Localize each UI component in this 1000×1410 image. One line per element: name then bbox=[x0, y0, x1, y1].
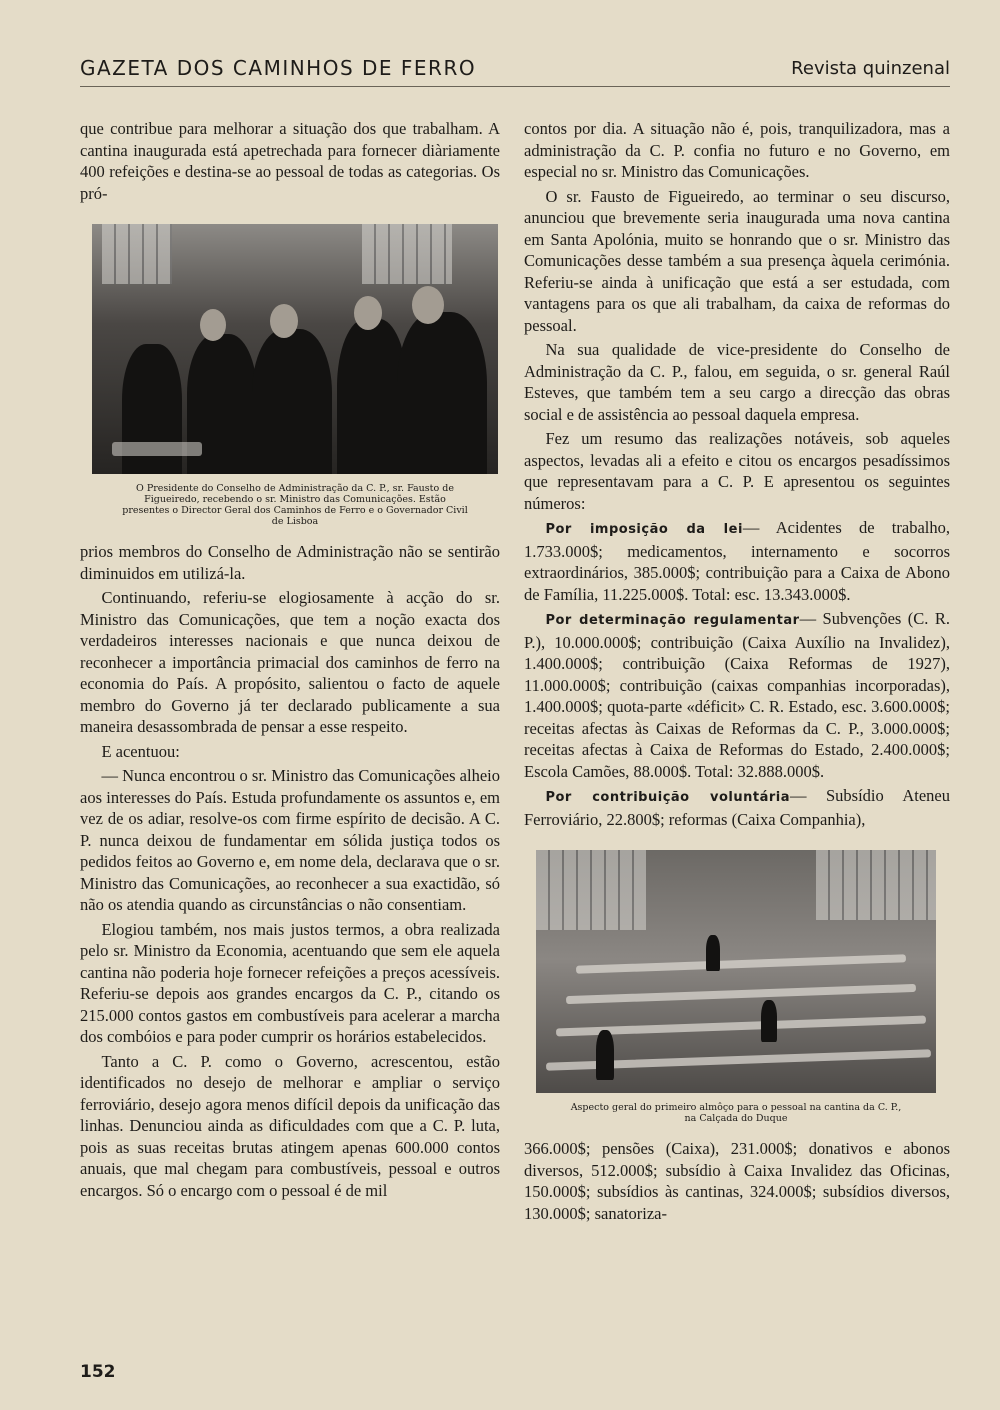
page-header bbox=[80, 56, 950, 87]
paragraph: Fez um resumo das realizações notáveis, sob aqueles aspectos, levadas ali a efeito e citou os encargos pesadíssimos que representavam para a C. P. E apresentou os seguintes números: bbox=[524, 429, 950, 513]
issue-type: Revista quinzenal bbox=[791, 58, 950, 79]
section-heading: Por imposição da lei bbox=[545, 522, 743, 537]
masthead-title: GAZETA DOS CAMINHOS DE FERRO bbox=[80, 56, 477, 80]
figure-caption: O Presidente do Conselho de Administração da C. P., sr. Fausto de Figueiredo, recebendo o sr. Ministro das Comunicações. Estão presentes o Director Geral dos Caminhos de Ferro e o Governador Civil de Lisboa bbox=[122, 483, 468, 527]
paragraph: O sr. Fausto de Figueiredo, ao terminar o seu discurso, anunciou que brevemente seria inaugurada uma nova cantina em Santa Apolónia, muito se honrando que o sr. Ministro das Comunicações desse também a sua presença àquela cerimónia. Referiu-se ainda à unificação que está a ser estudada, com vantagens para os que ali trabalham, da caixa de reformas do pessoal. bbox=[524, 186, 950, 335]
left-column bbox=[80, 118, 500, 1201]
figure-caption: Aspecto geral do primeiro almôço para o pessoal na cantina da C. P., na Calçada do Duque bbox=[570, 1102, 902, 1124]
paragraph: contos por dia. A situação não é, pois, tranquilizadora, mas a administração da C. P. confia no futuro e no Governo, em especial no sr. Ministro das Comunicações. bbox=[524, 119, 950, 181]
right-column bbox=[524, 118, 950, 1224]
section-text: — Acidentes de trabalho, 1.733.000$; medicamentos, internamento e socorros extraordinários, 385.000$; contribuição para a Caixa de Abono de Família, 11.225.000$. Total: esc. 13.343.000$. bbox=[524, 518, 950, 604]
page-number: 152 bbox=[80, 1362, 116, 1382]
photo-canteen bbox=[536, 850, 936, 1093]
paragraph: 366.000$; pensões (Caixa), 231.000$; donativos e abonos diversos, 512.000$; subsídio à Caixa Invalidez das Oficinas, 150.000$; subsídios às cantinas, 324.000$; subsídios diversos, 130.000$; sanatoriza- bbox=[524, 1139, 950, 1223]
paragraph: E acentuou: bbox=[101, 741, 180, 761]
section-text: — Subvenções (C. R. P.), 10.000.000$; contribuição (Caixa Auxílio na Invalidez), 1.400.000$; contribuição (Caixa Reformas de 1927), 11.000.000$; contribuição (caixas companhias incorporadas), 1.400.000$; quota-parte «déficit» C. R. Estado, esc. 3.600.000$; receitas afectas às Caixas de Reformas da C. P., 3.000.000$; receitas afectas à Caixa de Reformas do Estado, 2.400.000$; Escola Camões, 88.000$. Total: 32.888.000$. bbox=[524, 609, 950, 781]
paragraph: Tanto a C. P. como o Governo, acrescentou, estão identificados no desejo de melhorar e ampliar o serviço ferroviário, desejo agora menos difícil depois da unificação das linhas. Denunciou ainda as dificuldades com que a C. P. luta, pois as suas receitas brutas atingem apenas 600.000 contos anuais, que mal chegam para combustíveis, pessoal e outros encargos. Só o encargo com o pessoal é de mil bbox=[80, 1051, 500, 1200]
paragraph: prios membros do Conselho de Administração não se sentirão diminuidos em utilizá-la. bbox=[80, 542, 500, 583]
section-heading: Por contribuição voluntária bbox=[545, 790, 790, 805]
paragraph: — Nunca encontrou o sr. Ministro das Comunicações alheio aos interesses do País. Estuda profundamente os assuntos e, em vez de os adiar, resolve-os com firme espírito de decisão. A C. P. nunca deixou de fundamentar em sólida justiça todos os pedidos feitos ao Governo e, em nome dela, declarava que o sr. Ministro das Comunicações, ao reconhecer a sua exactidão, só não os atendia quando as circunstâncias o não consentiam. bbox=[80, 766, 500, 914]
figure-canteen bbox=[536, 850, 936, 1124]
paragraph: Na sua qualidade de vice-presidente do Conselho de Administração da C. P., falou, em seguida, o sr. general Raúl Esteves, que também tem a seu cargo a direcção das obras social e de assistência ao pessoal daquela empresa. bbox=[524, 340, 950, 424]
section-text: — Subsídio Ateneu Ferroviário, 22.800$; reformas (Caixa Companhia), bbox=[524, 786, 950, 829]
paragraph: Elogiou também, nos mais justos termos, a obra realizada pelo sr. Ministro da Economia, acentuando que sem ele aquela cantina não poderia hoje fornecer refeições a preços acessíveis. Referiu-se depois aos grandes encargos da C. P., citando os 215.000 contos gastos em combustíveis para acelerar a marcha dos combóios e para poder cumprir os horários estabelecidos. bbox=[80, 919, 500, 1046]
figure-reception bbox=[92, 224, 498, 527]
paragraph: que contribue para melhorar a situação dos que trabalham. A cantina inaugurada está apetrechada para fornecer diàriamente 400 refeições e destina-se ao pessoal de todas as categorias. Os pró- bbox=[80, 119, 500, 203]
section-heading: Por determinação regulamentar bbox=[545, 613, 800, 628]
expense-section bbox=[524, 517, 950, 605]
expense-section bbox=[524, 608, 950, 782]
paragraph: Continuando, referiu-se elogiosamente à acção do sr. Ministro das Comunicações, que tem a noção exacta dos verdadeiros interesses nacionais e que nunca deixou de reconhecer a importância primacial dos caminhos de ferro na economia do País. A propósito, salientou o facto de aquele membro do Governo já ter declarado publicamente a sua maneira desassombrada de pensar a esse respeito. bbox=[80, 588, 500, 736]
expense-section bbox=[524, 785, 950, 830]
photo-reception bbox=[92, 224, 498, 474]
